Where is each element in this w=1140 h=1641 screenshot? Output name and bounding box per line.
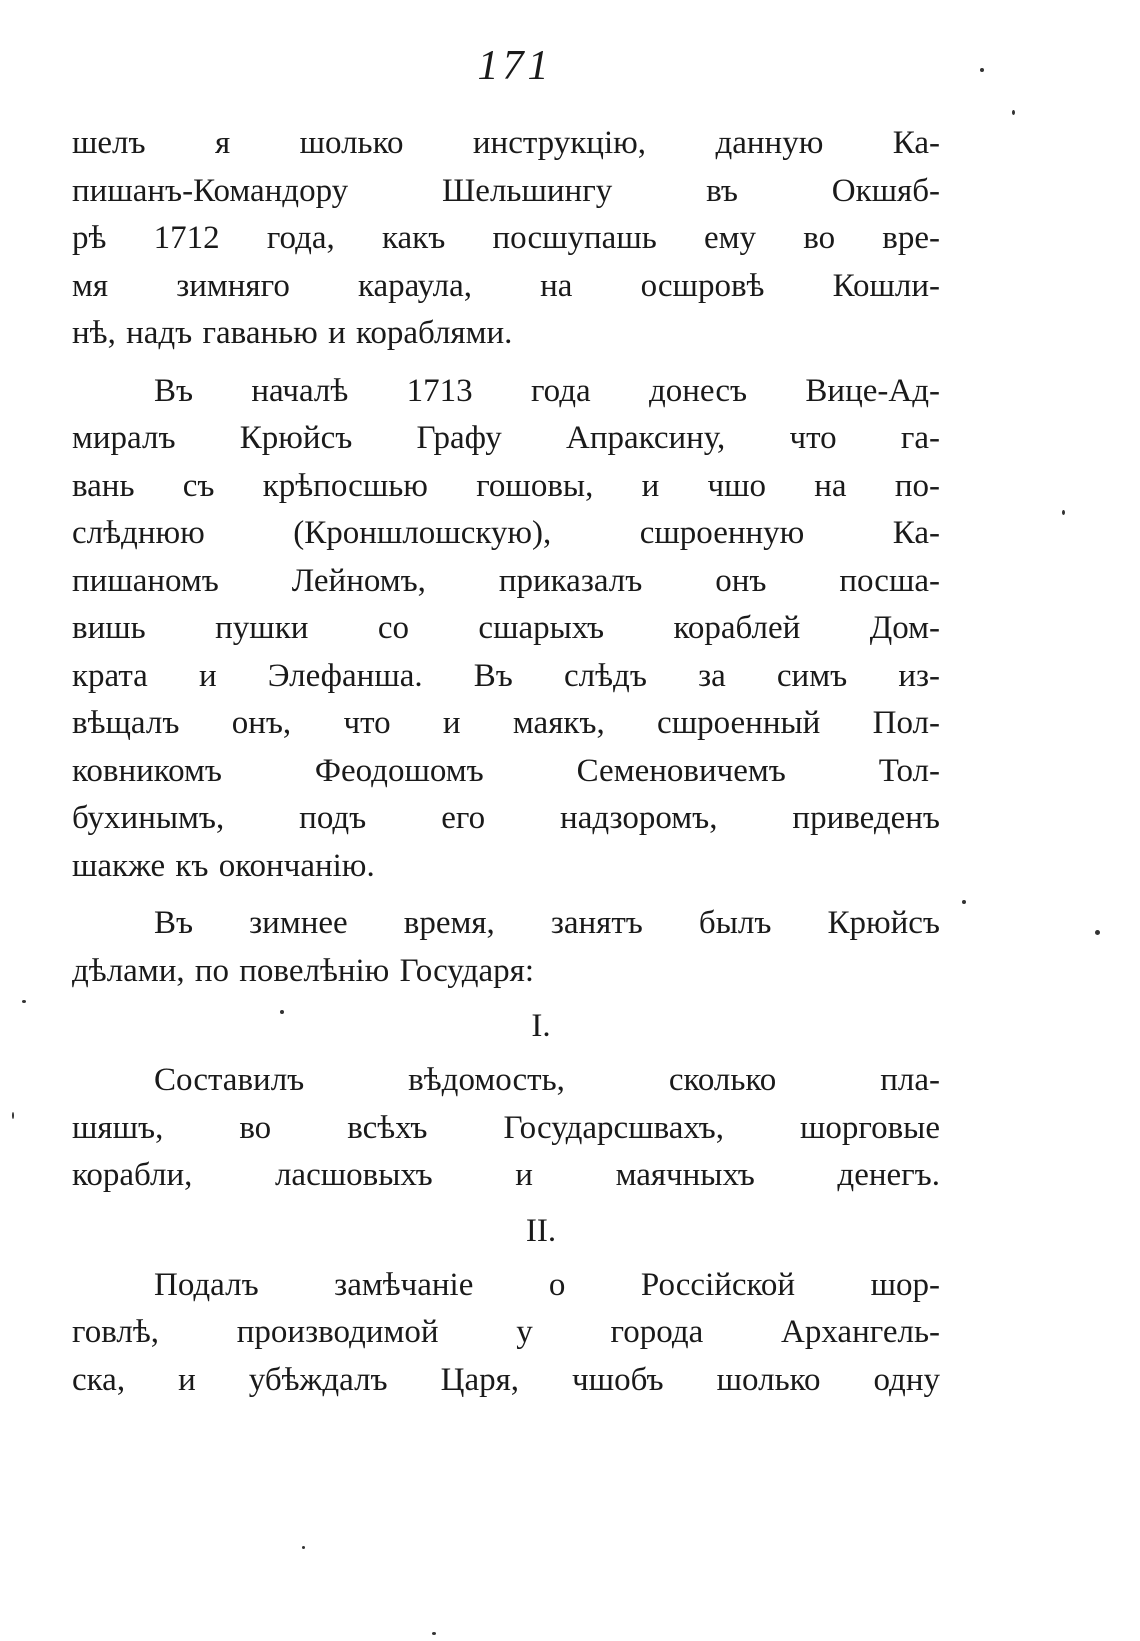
section-numeral: II. (525, 1212, 557, 1249)
text-line: шакже къ окончанію. (72, 847, 375, 884)
text-line: шяшъ, во всѣхъ Государсшвахъ, шорговые (72, 1109, 940, 1146)
text-line: бухинымъ, подъ его надзоромъ, приведенъ (72, 800, 940, 836)
text-line: рѣ 1712 года, какъ посшупашь ему во вре- (72, 220, 940, 256)
text-line: пишаномъ Лейномъ, приказалъ онъ посша- (72, 562, 940, 599)
text-line: слѣднюю (Кроншлошскую), сшроенную Ка- (72, 515, 940, 551)
paragraph (72, 368, 940, 891)
scan-speck (1012, 110, 1015, 115)
scan-speck (432, 1632, 436, 1635)
text-line: ска, и убѣждалъ Царя, чшобъ шолько одну (72, 1361, 940, 1398)
scan-speck (1062, 510, 1065, 515)
text-line: корабли, ласшовыхъ и маячныхъ денегъ. (72, 1157, 940, 1193)
section (72, 995, 940, 1200)
text-line: Подалъ замѣчаніе о Россійской шор- (154, 1266, 940, 1303)
section-numeral: I. (531, 1008, 551, 1044)
text-line: крата и Элефанша. Въ слѣдъ за симъ из- (72, 657, 940, 694)
text-line: вишь пушки со сшарыхъ кораблей Дом- (72, 610, 940, 646)
text-line: пишанъ-Командору Шельшингу въ Окшяб- (72, 172, 940, 209)
text-line: вань съ крѣпосшью гошовы, и чшо на по- (72, 467, 940, 504)
paragraph (72, 120, 940, 358)
page-number: 171 (477, 43, 553, 89)
scan-speck (12, 1112, 14, 1119)
text-line: вѣщалъ онъ, что и маякъ, сшроенный Пол- (72, 705, 940, 741)
text-line: шелъ я шолько инструкцію, данную Ка- (72, 125, 940, 161)
scan-speck (280, 1010, 284, 1014)
scan-speck (980, 68, 984, 72)
text-line: Составилъ вѣдомость, сколько пла- (154, 1062, 940, 1098)
text-line: Въ началѣ 1713 года донесъ Вице-Ад- (154, 372, 940, 409)
paragraph (72, 900, 940, 995)
scan-speck (962, 900, 966, 904)
text-line: миралъ Крюйсъ Графу Апраксину, что га- (72, 420, 940, 456)
body-text (72, 120, 940, 1404)
text-line: говлѣ, производимой у города Архангель- (72, 1314, 940, 1350)
text-line: мя зимняго караула, на осшровѣ Кошли- (72, 267, 940, 304)
scan-speck (22, 1000, 26, 1003)
text-line: дѣлами, по повелѣнію Государя: (72, 952, 535, 989)
text-line: нѣ, надъ гаванью и кораблями. (72, 315, 513, 351)
section (72, 1200, 940, 1405)
scan-speck (1095, 930, 1100, 935)
text-line: ковникомъ Феодошомъ Семеновичемъ Тол- (72, 752, 940, 789)
scan-speck (302, 1546, 305, 1549)
text-line: Въ зимнее время, занятъ былъ Крюйсъ (154, 905, 940, 941)
